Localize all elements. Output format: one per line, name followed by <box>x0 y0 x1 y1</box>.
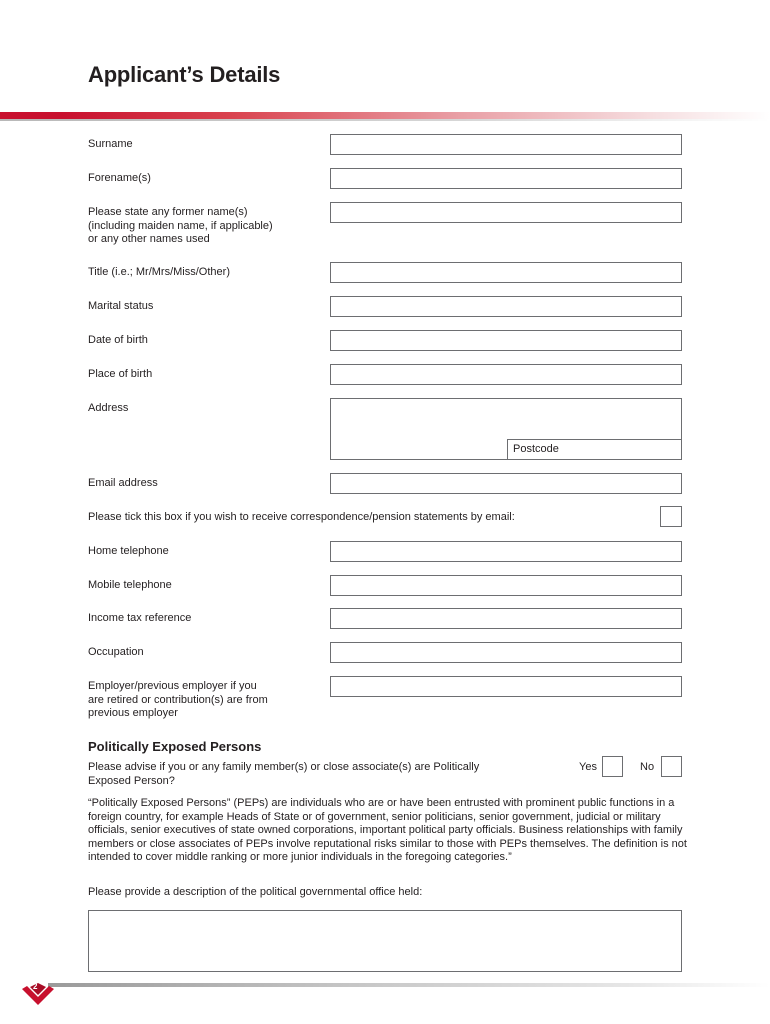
pep-heading: Politically Exposed Persons <box>88 739 262 754</box>
header-divider <box>0 112 770 119</box>
postcode-field[interactable] <box>507 439 682 460</box>
pep-description-prompt: Please provide a description of the political governmental office held: <box>88 886 423 898</box>
occupation-label: Occupation <box>88 646 144 658</box>
mobile-telephone-label: Mobile telephone <box>88 579 172 591</box>
header-divider-shadow <box>0 119 770 121</box>
pep-yes-checkbox[interactable] <box>602 756 623 777</box>
income-tax-reference-field[interactable] <box>330 608 682 629</box>
chevron-badge-icon <box>22 983 54 1009</box>
email-field[interactable] <box>330 473 682 494</box>
surname-label: Surname <box>88 138 133 150</box>
place-of-birth-field[interactable] <box>330 364 682 385</box>
marital-status-field[interactable] <box>330 296 682 317</box>
pep-no-label: No <box>640 761 655 773</box>
date-of-birth-field[interactable] <box>330 330 682 351</box>
title-field[interactable] <box>330 262 682 283</box>
home-telephone-field[interactable] <box>330 541 682 562</box>
employer-field[interactable] <box>330 676 682 697</box>
pep-no-checkbox[interactable] <box>661 756 682 777</box>
former-names-field[interactable] <box>330 202 682 223</box>
forenames-label: Forename(s) <box>88 172 151 184</box>
occupation-field[interactable] <box>330 642 682 663</box>
marital-status-label: Marital status <box>88 300 154 312</box>
page-number: 2 <box>33 982 38 991</box>
pep-description-field[interactable] <box>88 910 682 972</box>
pep-definition: “Politically Exposed Persons” (PEPs) are individuals who are or have been entrusted with prominent public functions in a foreign country, for example Heads of State or of government, senior politicians, senior government, judicial or military officials, senior executives of state owned corporations, important political party officials. Business relationships with family members or close associates of PEPs involve reputational risks similar to those with PEPs themselves. The definition is not intended to cover middle ranking or more junior individuals in the foregoing categories.” <box>88 797 687 863</box>
email-consent-checkbox[interactable] <box>660 506 682 527</box>
postcode-label: Postcode <box>513 443 559 455</box>
mobile-telephone-field[interactable] <box>330 575 682 596</box>
income-tax-reference-label: Income tax reference <box>88 612 192 624</box>
former-names-label: Please state any former name(s) (including maiden name, if applicable) or any other names used <box>88 206 273 245</box>
pep-question: Please advise if you or any family member(s) or close associate(s) are Politically Exposed Person? <box>88 761 480 787</box>
surname-field[interactable] <box>330 134 682 155</box>
employer-label: Employer/previous employer if you are retired or contribution(s) are from previous employer <box>88 680 268 719</box>
page-number-badge <box>22 983 54 1009</box>
date-of-birth-label: Date of birth <box>88 334 148 346</box>
email-label: Email address <box>88 477 158 489</box>
home-telephone-label: Home telephone <box>88 545 169 557</box>
place-of-birth-label: Place of birth <box>88 368 153 380</box>
address-label: Address <box>88 402 129 414</box>
forenames-field[interactable] <box>330 168 682 189</box>
pep-yes-label: Yes <box>579 761 597 773</box>
email-consent-label: Please tick this box if you wish to receive correspondence/pension statements by email: <box>88 511 515 523</box>
footer-divider <box>48 983 770 987</box>
title-label: Title (i.e.; Mr/Mrs/Miss/Other) <box>88 266 230 278</box>
page-title: Applicant’s Details <box>88 62 281 87</box>
